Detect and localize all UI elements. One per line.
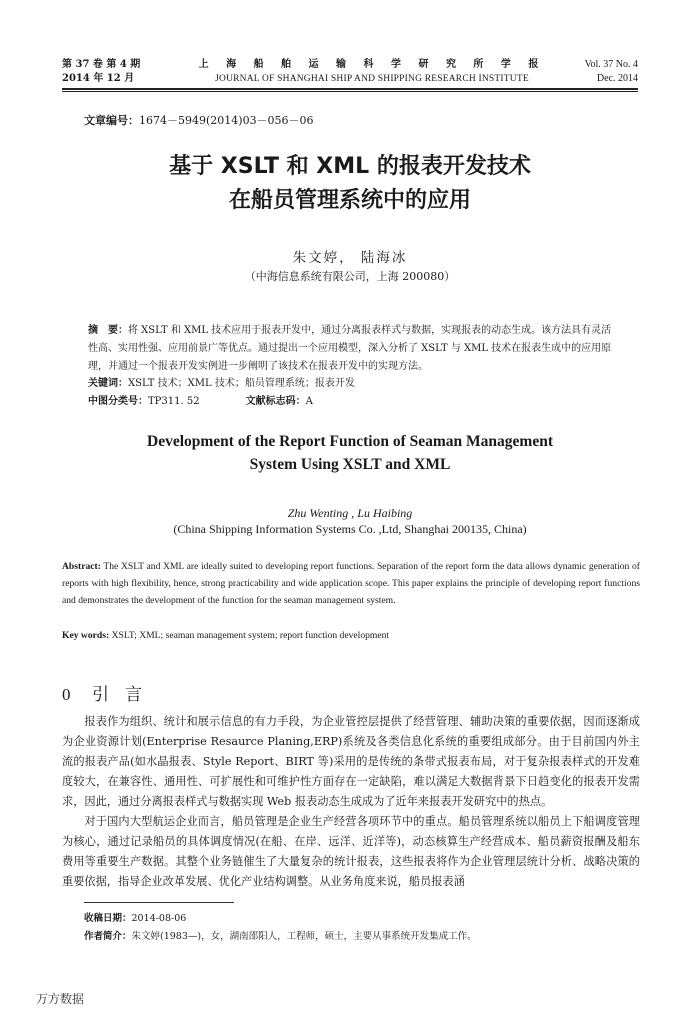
journal-name-en: JOURNAL OF SHANGHAI SHIP AND SHIPPING RESEARCH INSTITUTE xyxy=(215,74,529,84)
section-heading xyxy=(62,680,158,705)
section-title: 引言 xyxy=(92,685,158,705)
header-rule-top xyxy=(62,88,638,90)
doc-code-label: 文献标志码： xyxy=(245,396,306,407)
keywords-cn-text: XSLT 技术；XML 技术；船员管理系统；报表开发 xyxy=(128,378,355,389)
abstract-en-label: Abstract: xyxy=(62,561,101,572)
paragraph: 报表作为组织、统计和展示信息的有力手段，为企业管控层提供了经营管理、辅助决策的重要依据，因而逐渐成为企业资源计划(Enterprise Resaurce Planing,ERP)系统及各类信息化系统的重要组成部分。由于目前国内外主流的报表产品(如水晶报表、Style Report、BIRT 等)采用的是传统的条带式报表布局，对于复杂报表样式的开发难度较大，在兼容性、通用性、可扩展性和可维护性方面存在一定缺陷，难以满足大数据背景下日趋变化的报表开发需求，因此，通过分离报表样式与数据实现 Web 报表动态生成成为了近年来报表开发研究中的热点。 xyxy=(62,715,640,808)
doc-code-value: A xyxy=(305,396,313,407)
title-cn xyxy=(62,150,638,218)
authors-en: Zhu Wenting , Lu Haibing xyxy=(287,506,413,520)
title-cn-line2: 在船员管理系统中的应用 xyxy=(228,188,471,213)
title-en xyxy=(62,430,638,476)
affiliation-en: (China Shipping Information Systems Co. ,Ltd, Shanghai 200135, China) xyxy=(173,522,527,536)
header-right xyxy=(585,58,638,86)
clc-label: 中图分类号： xyxy=(88,396,148,407)
abstract-cn xyxy=(88,322,618,376)
journal-name-cn: 上 海 船 舶 运 输 科 学 研 究 所 学 报 xyxy=(198,59,546,70)
abstract-en xyxy=(62,558,640,609)
date-en: Dec. 2014 xyxy=(596,73,638,84)
authors-cn: 朱文婷， 陆海冰 xyxy=(292,250,408,266)
keywords-en-label: Key words: xyxy=(62,630,110,641)
footnote-author xyxy=(84,930,477,944)
body-text xyxy=(62,712,640,892)
date-cn: 2014 年 12 月 xyxy=(62,73,135,84)
received-label: 收稿日期： xyxy=(84,913,132,924)
article-number xyxy=(84,112,314,128)
title-en-line2: System Using XSLT and XML xyxy=(249,456,451,473)
received-value: 2014-08-06 xyxy=(131,913,187,924)
keywords-en xyxy=(62,628,640,644)
keywords-en-text: XSLT; XML; seaman management system; report function development xyxy=(109,630,390,641)
paragraph: 对于国内大型航运企业而言，船员管理是企业生产经营各项环节中的重点。船员管理系统以船员上下船调度管理为核心，通过记录船员的具体调度情况(在船、在岸、远洋、近洋等)，动态核算生产经营成本、船员薪资报酬及船东费用等重要生产数据。其整个业务链催生了大量复杂的统计报表，这些报表将作为企业管理层统计分析、战略决策的重要依据，指导企业改革发展、优化产业结构调整。从业务角度来说，船员报表涵 xyxy=(62,815,640,888)
abstract-cn-text: 将 XSLT 和 XML 技术应用于报表开发中，通过分离报表样式与数据，实现报表的动态生成。该方法具有灵活性高、实用性强、应用前景广等优点。通过提出一个应用模型，深入分析了 XSLT 与 XML 技术在报表生成中的应用原理，并通过一个报表开发实例进一步阐明了该技术在报表开发中的实现方法。 xyxy=(88,325,612,372)
footnote-rule xyxy=(84,902,234,903)
journal-header xyxy=(62,58,638,92)
keywords-cn-label: 关键词： xyxy=(88,378,128,389)
keywords-cn xyxy=(88,376,618,392)
watermark: 万方数据 xyxy=(36,992,85,1006)
abstract-cn-label: 摘 要： xyxy=(88,325,128,336)
clc-value: TP311. 52 xyxy=(148,396,200,407)
abstract-en-text: The XSLT and XML are ideally suited to developing report functions. Separation of the report form the data allows dynamic generation of reports with high flexibility, hence, strong practicability and wide application scope. This paper explains the principle of developing report functions and demonstrates the development of the function for the seaman management system. xyxy=(62,561,640,606)
volume-issue-cn: 第 37 卷 第 4 期 xyxy=(62,59,141,70)
footnote-received xyxy=(84,912,186,926)
section-number: 0 xyxy=(62,685,71,704)
classification-cn xyxy=(88,394,618,410)
header-rule-bottom xyxy=(62,91,638,92)
header-left xyxy=(62,58,140,86)
author-bio-label: 作者简介： xyxy=(84,931,132,942)
author-bio-value: 朱文婷(1983—)，女，湖南邵阳人，工程师，硕士，主要从事系统开发集成工作。 xyxy=(131,931,477,942)
title-cn-line1: 基于 XSLT 和 XML 的报表开发技术 xyxy=(169,154,531,179)
article-number-value: 1674－5949(2014)03－056－06 xyxy=(139,114,314,127)
affiliation-cn: （中海信息系统有限公司，上海 200080） xyxy=(244,270,456,283)
title-en-line1: Development of the Report Function of Seaman Management xyxy=(147,433,553,450)
volume-issue-en: Vol. 37 No. 4 xyxy=(584,59,638,70)
article-number-label: 文章编号： xyxy=(84,114,139,127)
header-center xyxy=(182,58,562,86)
